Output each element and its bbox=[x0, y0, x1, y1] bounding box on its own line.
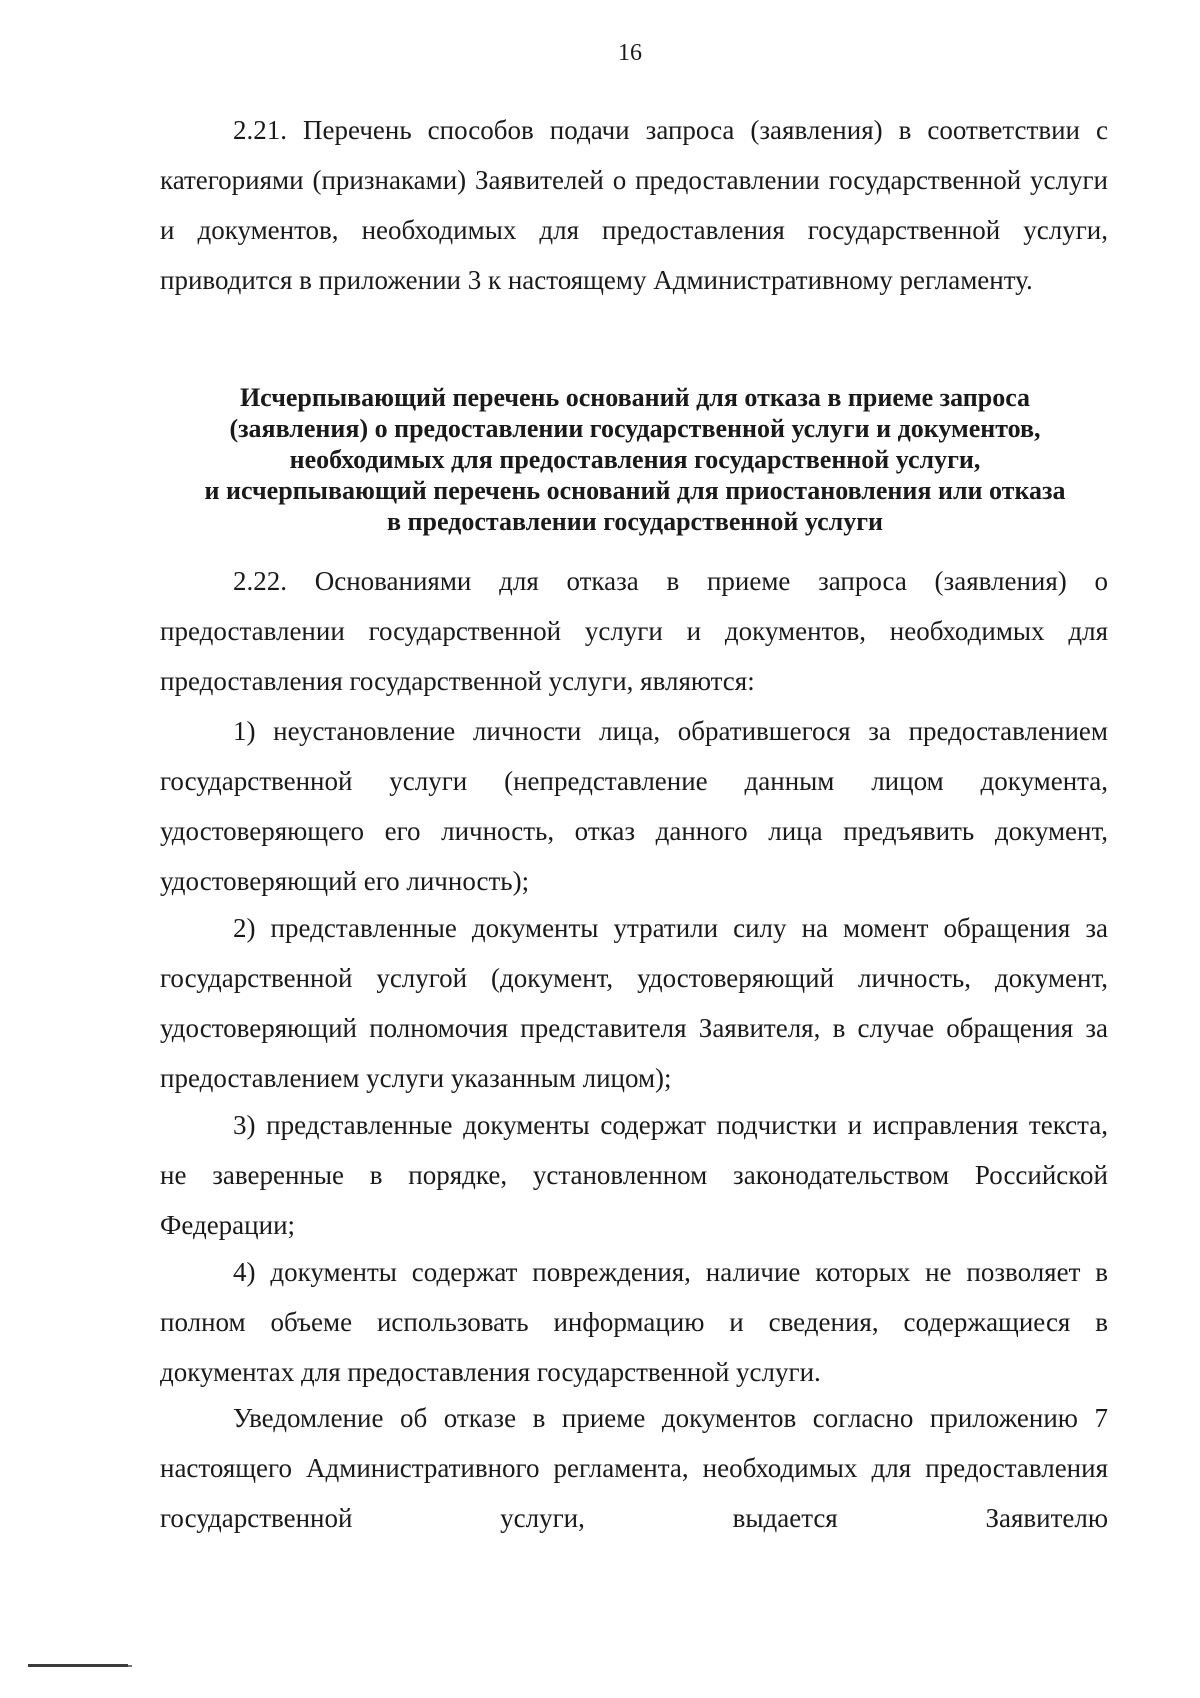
paragraph-2-21: 2.21. Перечень способов подачи запроса (заявления) в соответствии с категориями (признаками) Заявителей о предоставлении государственной услуги и документов, необходимых для предоставления государственной услуги, приводится в приложении 3 к настоящему Административному регламенту. bbox=[160, 115, 1108, 295]
heading-line: (заявления) о предоставлении государственной услуги и документов, bbox=[229, 414, 1041, 443]
section-heading bbox=[120, 382, 1150, 537]
list-item-1: 1) неустановление личности лица, обратившегося за предоставлением государственной услуги (непредставление данным лицом документа, удостоверяющего его личность, отказ данного лица предъявить документ, удостоверяющий его личность); bbox=[160, 716, 1108, 896]
page-number: 16 bbox=[618, 40, 642, 66]
heading-line: в предоставлении государственной услуги bbox=[386, 507, 883, 536]
notice-paragraph: Уведомление об отказе в приеме документов согласно приложению 7 настоящего Административного регламента, необходимых для предоставления государственной услуги, выдается Заявителю bbox=[160, 1403, 1108, 1533]
list-item-3: 3) представленные документы содержат подчистки и исправления текста, не заверенные в порядке, установленном законодательством Российской Федерации; bbox=[160, 1110, 1108, 1240]
heading-line: необходимых для предоставления государственной услуги, bbox=[289, 445, 981, 474]
list-item-4: 4) документы содержат повреждения, наличие которых не позволяет в полном объеме использовать информацию и сведения, содержащиеся в документах для предоставления государственной услуги. bbox=[160, 1257, 1108, 1387]
heading-line: Исчерпывающий перечень оснований для отказа в приеме запроса bbox=[239, 383, 1031, 412]
heading-line: и исчерпывающий перечень оснований для приостановления или отказа bbox=[204, 476, 1066, 505]
footer-rule-tail bbox=[128, 1665, 132, 1667]
list-item-2: 2) представленные документы утратили силу на момент обращения за государственной услугой (документ, удостоверяющий личность, документ, удостоверяющий полномочия представителя Заявителя, в случае обращения за предоставлением услуги указанным лицом); bbox=[160, 913, 1108, 1093]
footer-rule bbox=[28, 1664, 128, 1667]
paragraph-2-22: 2.22. Основаниями для отказа в приеме запроса (заявления) о предоставлении государственной услуги и документов, необходимых для предоставления государственной услуги, являются: bbox=[160, 566, 1108, 696]
